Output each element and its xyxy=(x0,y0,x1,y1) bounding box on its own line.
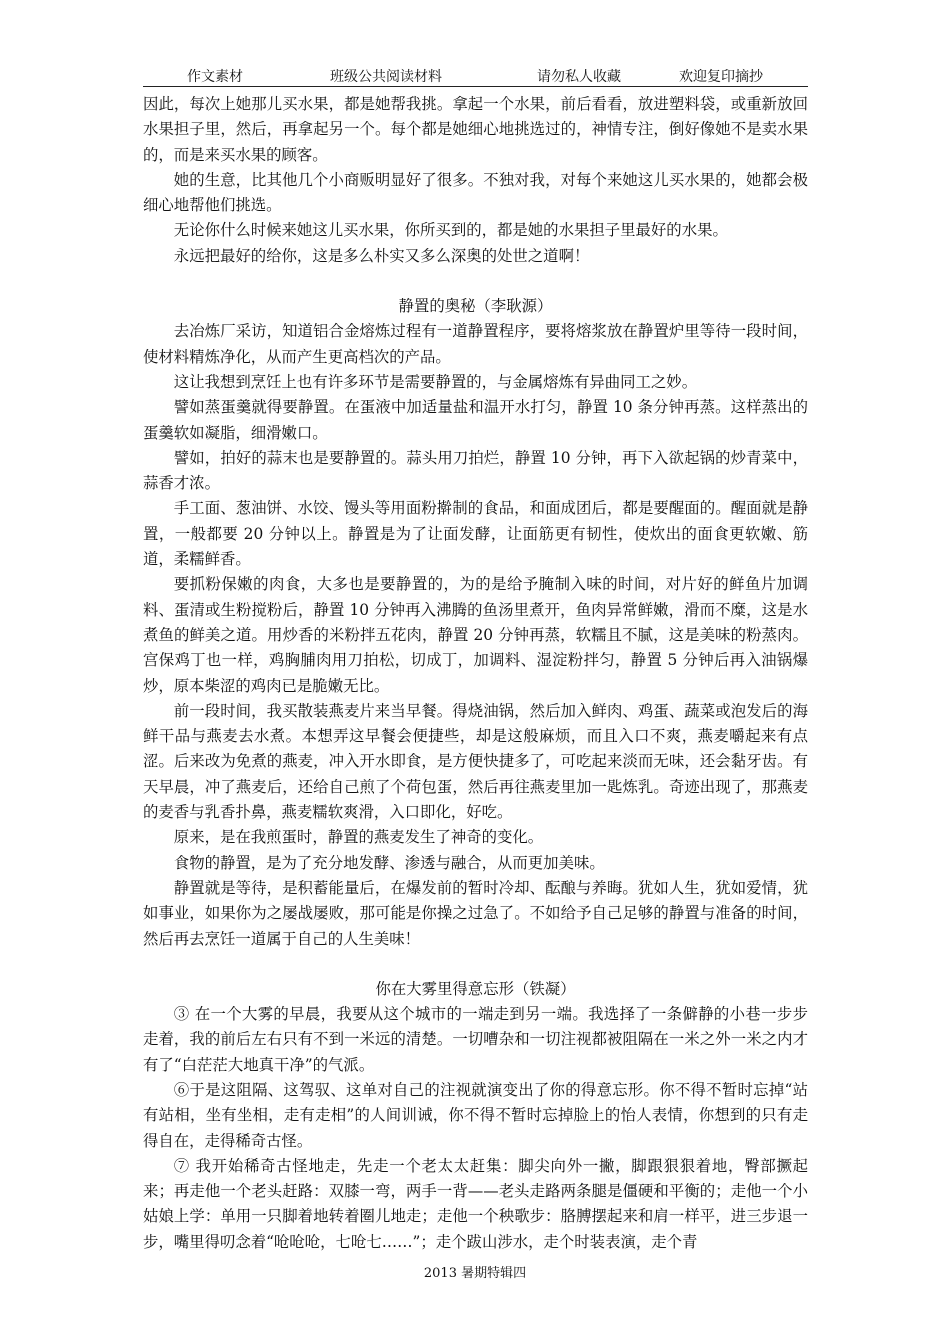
page-footer: 2013 暑期特辑四 xyxy=(423,1266,527,1281)
page-header xyxy=(143,66,808,87)
paragraph: 去冶炼厂采访，知道铝合金熔炼过程有一道静置程序，要将熔浆放在静置炉里等待一段时间，使材料精炼净化，从而产生更高档次的产品。 xyxy=(143,322,808,366)
header-item-material: 作文素材 xyxy=(187,69,243,85)
paragraph: 她的生意，比其他几个小商贩明显好了很多。不独对我，对每个来她这儿买水果的，她都会极细心地帮他们挑选。 xyxy=(143,170,808,215)
paragraph: 譬如蒸蛋羹就得要静置。在蛋液中加适量盐和温开水打匀，静置 10 条分钟再蒸。这样蒸出的蛋羹软如凝脂，细滑嫩口。 xyxy=(143,398,808,442)
paragraph: 手工面、葱油饼、水饺、馒头等用面粉擀制的食品，和面成团后，都是要醒面的。醒面就是静置，一般都要 20 分钟以上。静置是为了让面发酵，让面筋更有韧性，使炊出的面食更软嫩、筋道，柔糯鲜香。 xyxy=(143,499,808,569)
header-item-copy-welcome: 欢迎复印摘抄 xyxy=(679,69,763,85)
paragraph: 原来，是在我煎蛋时，静置的燕麦发生了神奇的变化。 xyxy=(173,828,544,847)
paragraph: 永远把最好的给你，这是多么朴实又多么深奥的处世之道啊！ xyxy=(173,246,590,265)
header-item-class-reading: 班级公共阅读材料 xyxy=(330,69,442,85)
paragraph: 譬如，拍好的蒜末也是要静置的。蒜头用刀拍烂，静置 10 分钟，再下入欲起锅的炒青菜中，蒜香才浓。 xyxy=(143,448,808,493)
paragraph: 静置就是等待，是积蓄能量后，在爆发前的暂时冷却、酝酿与养晦。犹如人生，犹如爱情，犹如事业，如果你为之屡战屡败，那可能是你操之过急了。不如给予自己足够的静置与准备的时间，然后再去烹饪一道属于自己的人生美味！ xyxy=(143,878,808,948)
section-spacer xyxy=(143,269,808,294)
article-title: 静置的奥秘（李耿源） xyxy=(398,297,553,316)
paragraph: 无论你什么时候来她这儿买水果，你所买到的，都是她的水果担子里最好的水果。 xyxy=(173,221,728,240)
paragraph: 前一段时间，我买散装燕麦片来当早餐。得烧油锅，然后加入鲜肉、鸡蛋、蔬菜或泡发后的海鲜干品与燕麦去水煮。本想弄这早餐会便捷些，却是这般麻烦，而且入口不爽，燕麦嚼起来有点涩。后来改为免煮的燕麦，冲入开水即食，是方便快捷多了，可吃起来淡而无味，还会黏牙齿。有天早晨，冲了燕麦后，还给自己煎了个荷包蛋，然后再往燕麦里加一匙炼乳。奇迹出现了，那燕麦的麦香与乳香扑鼻，燕麦糯软爽滑，入口即化，好吃。 xyxy=(143,701,808,822)
paragraph: 这让我想到烹饪上也有许多环节是需要静置的，与金属熔炼有异曲同工之妙。 xyxy=(173,372,698,391)
header-item-no-private: 请勿私人收藏 xyxy=(537,69,621,85)
paragraph: ⑥于是这阻隔、这驾驭、这单对自己的注视就演变出了你的得意忘形。你不得不暂时忘掉“站有站相，坐有坐相，走有走相”的人间训诫，你不得不暂时忘掉脸上的怡人表情，你想到的只有走得自在，走得稀奇古怪。 xyxy=(143,1080,808,1150)
paragraph: ⑦ 我开始稀奇古怪地走，先走一个老太太赶集：脚尖向外一撇，脚跟狠狠着地，臀部撅起来；再走他一个老头赶路：双膝一弯，两手一背——老头走路两条腿是僵硬和平衡的；走他一个小姑娘上学：单用一只脚着地转着圈儿地走；走他一个秧歌步：胳膊摆起来和肩一样平，进三步退一步，嘴里得叨念着“呛呛呛，七呛七……”；走个跋山涉水，走个时装表演，走个青 xyxy=(143,1156,808,1251)
paragraph: 因此，每次上她那儿买水果，都是她帮我挑。拿起一个水果，前后看看，放进塑料袋，或重新放回水果担子里，然后，再拿起另一个。每个都是她细心地挑选过的，神情专注，倒好像她不是卖水果的，而是来买水果的顾客。 xyxy=(143,95,808,164)
article-title: 你在大雾里得意忘形（铁凝） xyxy=(375,979,576,998)
paragraph: ③ 在一个大雾的早晨，我要从这个城市的一端走到另一端。我选择了一条僻静的小巷一步步走着，我的前后左右只有不到一米远的清楚。一切嘈杂和一切注视都被阻隔在一米之外一米之内才有了“白茫茫大地真干净”的气派。 xyxy=(143,1005,808,1074)
section-spacer xyxy=(143,952,808,977)
paragraph: 要抓粉保嫩的肉食，大多也是要静置的，为的是给予腌制入味的时间，对片好的鲜鱼片加调料、蛋清或生粉搅粉后，静置 10 分钟再入沸腾的鱼汤里煮开，鱼肉异常鲜嫩，滑而不糜，这是水煮鱼的鲜美之道。用炒香的米粉拌五花肉，静置 20 分钟再蒸，软糯且不腻，这是美味的粉蒸肉。宫保鸡丁也一样，鸡胸脯肉用刀拍松，切成丁，加调料、湿淀粉拌匀，静置 5 分钟后再入油锅爆炒，原本柴涩的鸡肉已是脆嫩无比。 xyxy=(143,575,808,695)
paragraph: 食物的静置，是为了充分地发酵、渗透与融合，从而更加美味。 xyxy=(173,853,605,872)
document-body xyxy=(143,92,808,1255)
